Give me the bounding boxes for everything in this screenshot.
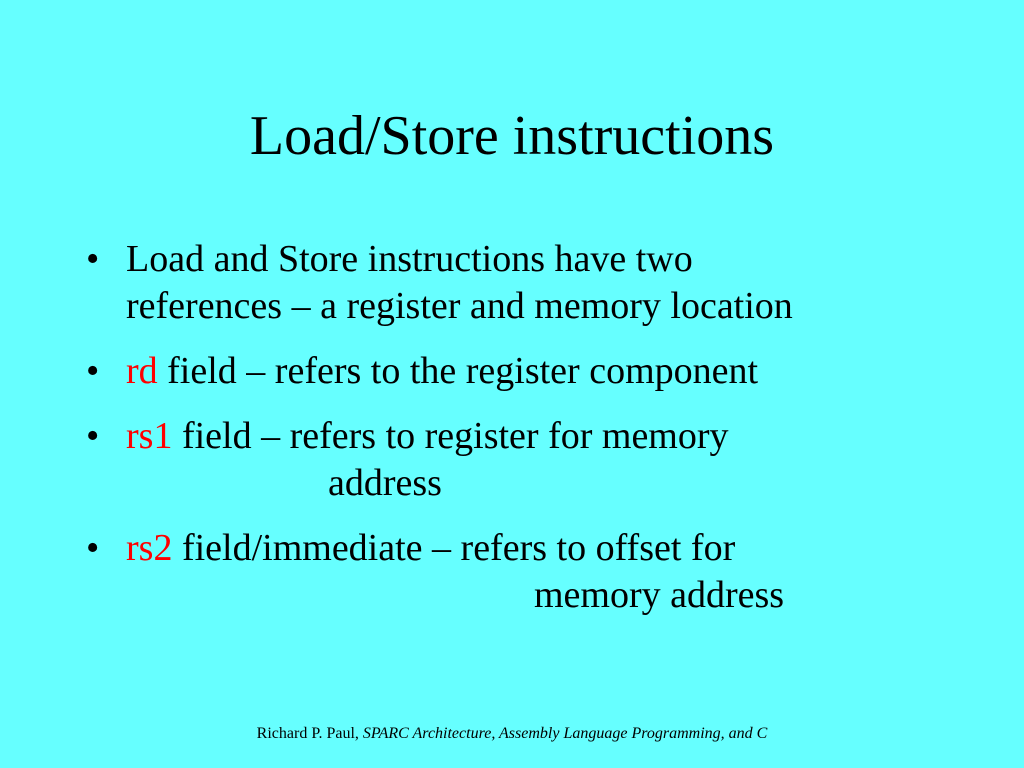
bullet-text: field – refers to register for memory [172,415,729,457]
bullet-icon: • [86,527,100,569]
bullet-text-continuation: memory address [534,574,785,616]
bullet-item [86,525,986,619]
footer-citation [0,723,1024,745]
bullet-text-continuation: references – a register and memory location [126,285,793,327]
bullet-icon: • [86,415,100,457]
bullet-text: field/immediate – refers to offset for [172,527,736,569]
bullet-line [126,525,986,572]
footer-author: Richard P. Paul, [256,725,363,742]
bullet-item [86,348,986,395]
bullet-icon: • [86,350,100,392]
bullet-line [126,413,986,460]
bullet-icon: • [86,238,100,280]
bullet-text: field – refers to the register component [157,350,759,392]
keyword-rs1: rs1 [126,415,173,457]
bullet-text-continuation: address [328,462,442,504]
bullet-line [126,350,758,392]
bullet-list [86,236,986,637]
keyword-rd: rd [126,350,158,392]
slide-title: Load/Store instructions [249,105,775,167]
keyword-rs2: rs2 [126,527,173,569]
footer-book-title: SPARC Architecture, Assembly Language Programming, and C [362,725,768,742]
bullet-text: Load and Store instructions have two [126,238,693,280]
bullet-item [86,413,986,507]
bullet-item [86,236,986,330]
